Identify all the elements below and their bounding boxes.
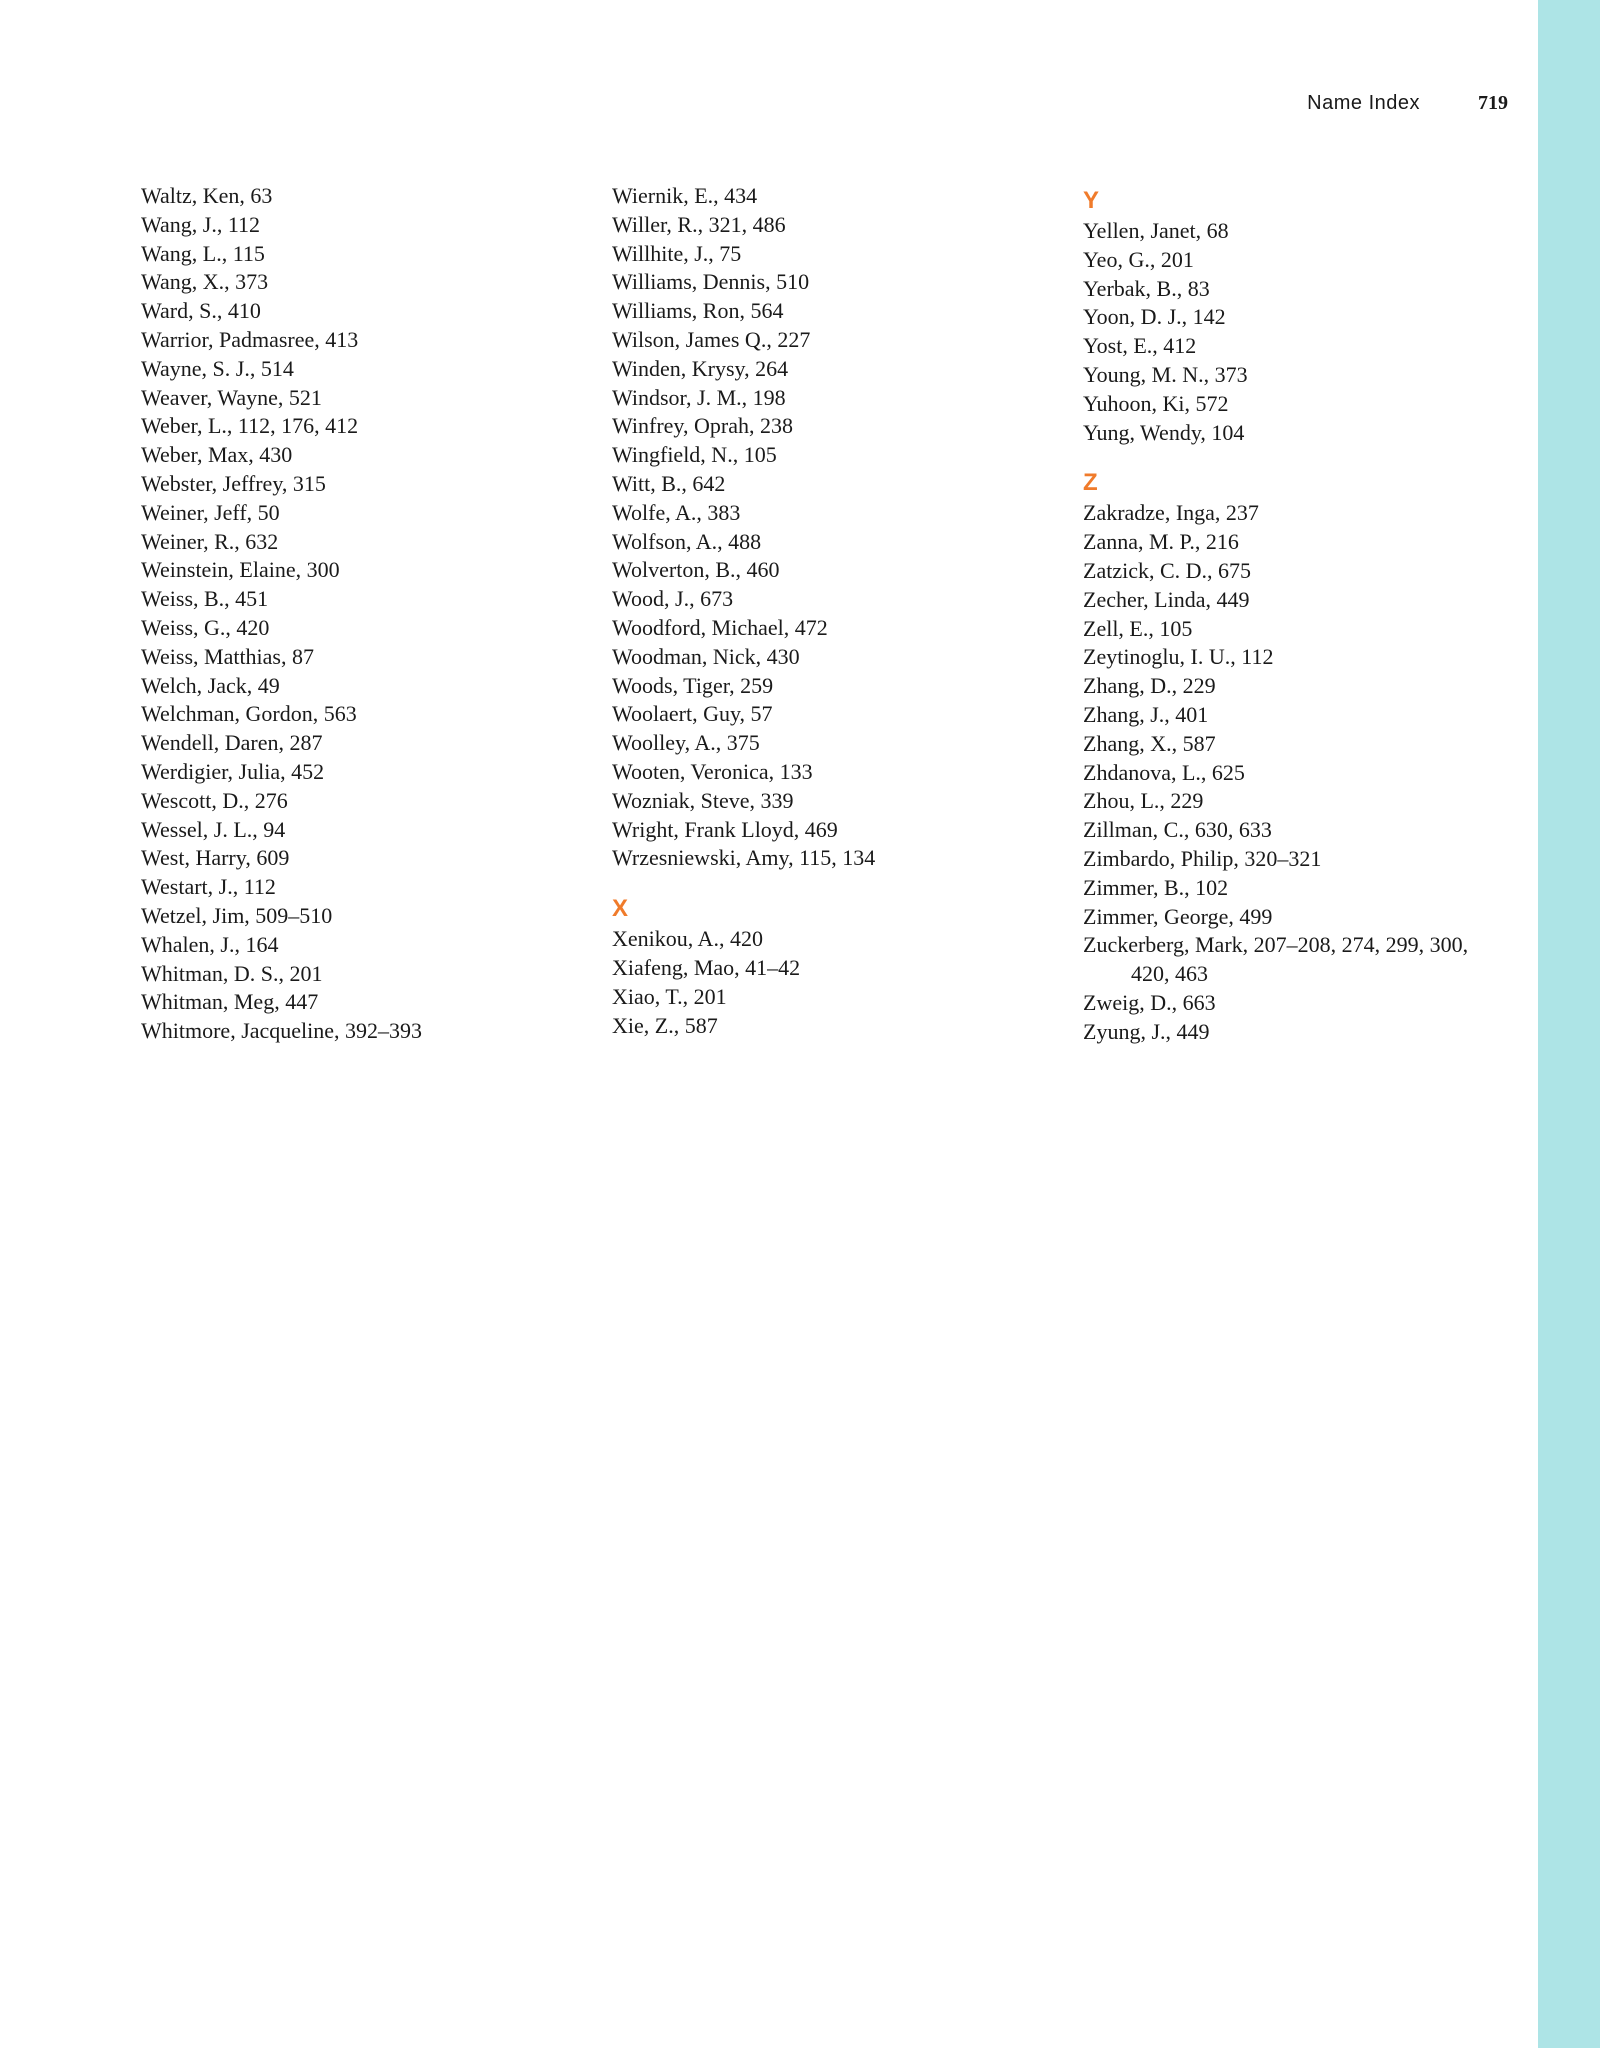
index-entry: Wessel, J. L., 94 bbox=[141, 816, 286, 842]
index-entry: Wetzel, Jim, 509–510 bbox=[141, 902, 333, 928]
index-entry: Wooten, Veronica, 133 bbox=[612, 758, 813, 784]
index-entry: Yuhoon, Ki, 572 bbox=[1083, 390, 1229, 416]
index-entry: Webster, Jeffrey, 315 bbox=[141, 470, 326, 496]
index-entry: Zimmer, B., 102 bbox=[1083, 874, 1229, 900]
index-group-z bbox=[1083, 469, 1503, 1046]
section-name: Name Index bbox=[1307, 91, 1420, 114]
index-entry: Weber, Max, 430 bbox=[141, 442, 293, 468]
index-entry: Winden, Krysy, 264 bbox=[612, 355, 789, 381]
index-entry: Welchman, Gordon, 563 bbox=[141, 701, 357, 727]
index-entry: Yerbak, B., 83 bbox=[1083, 275, 1210, 301]
index-entry: Weiner, R., 632 bbox=[141, 528, 279, 554]
index-entry: Welch, Jack, 49 bbox=[141, 672, 280, 698]
index-entry: Yung, Wendy, 104 bbox=[1083, 419, 1245, 445]
index-entry: Zimbardo, Philip, 320–321 bbox=[1083, 845, 1322, 871]
index-column-1 bbox=[141, 182, 581, 1046]
index-entry: Winfrey, Oprah, 238 bbox=[612, 413, 793, 439]
index-entry: Wood, J., 673 bbox=[612, 586, 734, 612]
index-entry: Zimmer, George, 499 bbox=[1083, 903, 1273, 929]
index-column-2 bbox=[612, 182, 1052, 1040]
index-entry: Weiner, Jeff, 50 bbox=[141, 499, 280, 525]
index-entry: Wolverton, B., 460 bbox=[612, 557, 780, 583]
index-entry: Witt, B., 642 bbox=[612, 470, 726, 496]
index-group-y bbox=[1083, 187, 1503, 447]
index-entry: Whitman, Meg, 447 bbox=[141, 989, 319, 1015]
index-entry: Waltz, Ken, 63 bbox=[141, 183, 273, 208]
index-entry: Zhang, D., 229 bbox=[1083, 673, 1216, 699]
index-entry: Wolfe, A., 383 bbox=[612, 499, 741, 525]
index-entry: Zhang, J., 401 bbox=[1083, 701, 1209, 727]
letter-heading: X bbox=[612, 895, 629, 923]
index-entry: Xiafeng, Mao, 41–42 bbox=[612, 954, 801, 980]
index-entry: Zeytinoglu, I. U., 112 bbox=[1083, 644, 1274, 670]
index-entry: Woodman, Nick, 430 bbox=[612, 643, 800, 669]
index-entry: Zecher, Linda, 449 bbox=[1083, 586, 1250, 612]
index-group-w2 bbox=[612, 182, 1052, 873]
index-entry: Zatzick, C. D., 675 bbox=[1083, 557, 1252, 583]
index-entry: Yoon, D. J., 142 bbox=[1083, 304, 1226, 330]
index-entry: Windsor, J. M., 198 bbox=[612, 384, 786, 410]
index-group-w1 bbox=[141, 182, 581, 1046]
index-entry: West, Harry, 609 bbox=[141, 845, 290, 871]
index-entry: Xenikou, A., 420 bbox=[612, 926, 763, 952]
index-entry: Whitman, D. S., 201 bbox=[141, 960, 323, 986]
index-entry: Weiss, Matthias, 87 bbox=[141, 643, 314, 669]
index-entry: Wingfield, N., 105 bbox=[612, 442, 777, 468]
index-entry: Wilson, James Q., 227 bbox=[612, 326, 811, 352]
index-entry: Zanna, M. P., 216 bbox=[1083, 529, 1239, 555]
index-entry: Zakradze, Inga, 237 bbox=[1083, 500, 1259, 526]
index-entry: Wang, X., 373 bbox=[141, 269, 269, 295]
index-entry: Yeo, G., 201 bbox=[1083, 246, 1194, 272]
index-entry: Williams, Dennis, 510 bbox=[612, 269, 810, 295]
index-entry: Wescott, D., 276 bbox=[141, 787, 288, 813]
index-entry: Yost, E., 412 bbox=[1083, 333, 1197, 359]
side-color-band bbox=[1538, 0, 1600, 2048]
index-entry: Whalen, J., 164 bbox=[141, 931, 279, 957]
letter-heading: Z bbox=[1083, 469, 1098, 497]
letter-heading: Y bbox=[1083, 187, 1100, 214]
index-entry: Wright, Frank Lloyd, 469 bbox=[612, 816, 838, 842]
index-entry: Westart, J., 112 bbox=[141, 874, 276, 900]
index-entry: Zhou, L., 229 bbox=[1083, 788, 1204, 814]
index-entry: Woods, Tiger, 259 bbox=[612, 672, 774, 698]
index-entry: Weinstein, Elaine, 300 bbox=[141, 557, 340, 583]
index-entry: Xiao, T., 201 bbox=[612, 983, 727, 1009]
index-entry: Wozniak, Steve, 339 bbox=[612, 787, 794, 813]
index-entry: Willer, R., 321, 486 bbox=[612, 211, 786, 237]
index-entry: Wiernik, E., 434 bbox=[612, 183, 758, 208]
index-entry: Zweig, D., 663 bbox=[1083, 989, 1216, 1015]
index-entry: Yellen, Janet, 68 bbox=[1083, 218, 1229, 243]
running-head bbox=[1100, 88, 1508, 118]
page-number: 719 bbox=[1478, 91, 1508, 114]
index-entry: Ward, S., 410 bbox=[141, 298, 261, 324]
index-entry: Zhang, X., 587 bbox=[1083, 730, 1216, 756]
index-entry: Zell, E., 105 bbox=[1083, 615, 1193, 641]
index-entry: Wendell, Daren, 287 bbox=[141, 730, 323, 756]
index-entry: Woolaert, Guy, 57 bbox=[612, 701, 773, 727]
index-entry: Weber, L., 112, 176, 412 bbox=[141, 413, 359, 439]
index-entry: Warrior, Padmasree, 413 bbox=[141, 326, 359, 352]
index-entry: Werdigier, Julia, 452 bbox=[141, 758, 325, 784]
index-entry: Young, M. N., 373 bbox=[1083, 361, 1248, 387]
index-entry: Wang, L., 115 bbox=[141, 240, 265, 266]
index-group-x bbox=[612, 895, 1052, 1040]
index-entry: Wayne, S. J., 514 bbox=[141, 355, 294, 381]
index-entry: Weiss, B., 451 bbox=[141, 586, 269, 612]
index-entry: Wang, J., 112 bbox=[141, 211, 261, 237]
index-entry: Woolley, A., 375 bbox=[612, 730, 760, 756]
index-entry: Wrzesniewski, Amy, 115, 134 bbox=[612, 845, 876, 871]
index-entry: Zuckerberg, Mark, 207–208, 274, 299, 300, 420, 463 bbox=[1083, 932, 1469, 987]
index-entry: Wolfson, A., 488 bbox=[612, 528, 762, 554]
index-entry: Willhite, J., 75 bbox=[612, 240, 742, 266]
index-entry: Zyung, J., 449 bbox=[1083, 1018, 1210, 1044]
index-entry: Weiss, G., 420 bbox=[141, 614, 270, 640]
index-column-3 bbox=[1083, 182, 1503, 1047]
index-entry: Zhdanova, L., 625 bbox=[1083, 759, 1245, 785]
index-entry: Whitmore, Jacqueline, 392–393 bbox=[141, 1018, 423, 1044]
index-entry: Williams, Ron, 564 bbox=[612, 298, 784, 324]
index-entry: Xie, Z., 587 bbox=[612, 1012, 718, 1038]
index-entry: Weaver, Wayne, 521 bbox=[141, 384, 322, 410]
index-entry: Zillman, C., 630, 633 bbox=[1083, 817, 1272, 843]
index-entry: Woodford, Michael, 472 bbox=[612, 614, 828, 640]
